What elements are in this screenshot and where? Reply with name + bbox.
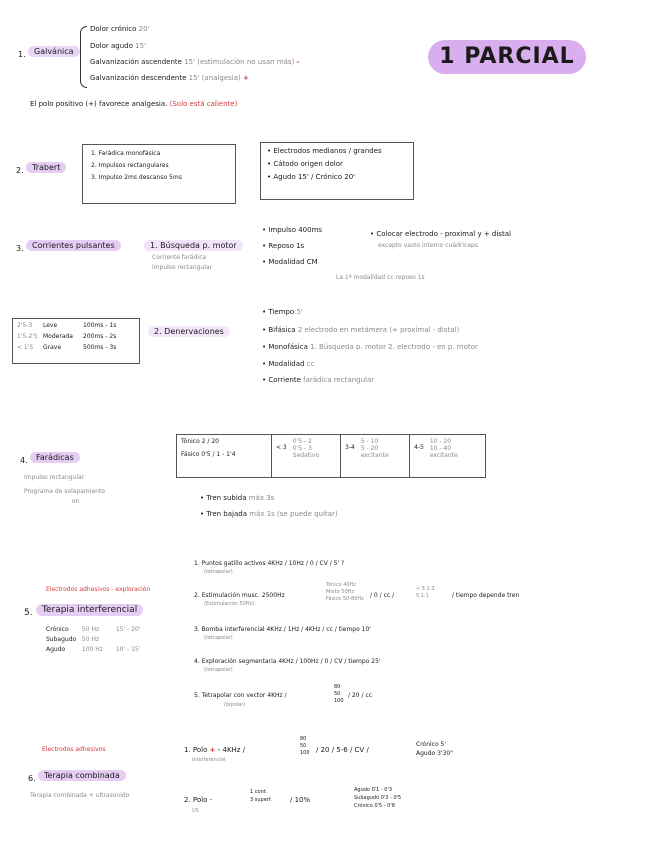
s3-right-note: excepto vasto interno cuádriceps bbox=[378, 242, 478, 249]
s1-item-2: Dolor agudo 15' bbox=[90, 42, 146, 50]
section-4-title: Farádicas bbox=[30, 452, 80, 463]
s6-row2-sub: US bbox=[192, 808, 199, 814]
s6-row1: 1. Polo + - 4KHz / bbox=[184, 746, 246, 754]
section-5-title: Terapia interferencial bbox=[36, 604, 143, 616]
s5-item-4: 4. Exploración segmentaria 4KHz / 100Hz / 0 / CV / tiempo 25' bbox=[194, 658, 381, 665]
s6-red-note: Electrodos adhesivos bbox=[42, 746, 106, 753]
s6-row1-end: Crónico 5' Agudo 3'30" bbox=[416, 741, 453, 757]
s4-note-1: Impulso rectangular bbox=[24, 474, 85, 481]
s6-row1-tail: / 20 / 5-6 / CV / bbox=[316, 746, 369, 754]
train-down: • Tren bajada máx 1s (se puede quitar) bbox=[200, 510, 338, 518]
faradicas-col-1: Tónico 2 / 20 Fásico 0'5 / 1 - 1'4 bbox=[177, 435, 272, 477]
s4-note-2: Programa de solapamiento bbox=[24, 488, 105, 495]
s6-row2-end: Agudo 0'1 - 0'3 Subagudo 0'3 - 0'5 Crónico 0'5 - 0'8 bbox=[354, 787, 402, 809]
s5-item-3-sub: (tetrapolar) bbox=[204, 635, 233, 641]
denervaciones-title: 2. Denervaciones bbox=[148, 326, 230, 337]
page-title: 1 PARCIAL bbox=[428, 40, 586, 74]
s5-item-1-sub: (tetrapolar) bbox=[204, 569, 233, 575]
s6-row2-tail: / 10% bbox=[290, 796, 311, 804]
s5-item-2-sub: (Estimulación 50Hz) bbox=[204, 601, 255, 607]
s5-item-5-sub: (bipolar) bbox=[224, 702, 246, 708]
s6-row1-stack: 80 50 100 bbox=[300, 736, 310, 756]
section-2-title: Trabert bbox=[26, 162, 66, 173]
s5-item-5: 5. Tetrapolar con vector 4KHz / bbox=[194, 692, 287, 699]
section-6-title: Terapia combinada bbox=[38, 770, 126, 781]
section-1-number: 1. bbox=[18, 50, 26, 59]
lesion-row-1: 2'5-3 Leve 100ms - 1s bbox=[17, 322, 117, 329]
s5-left-2: Subagudo 50 Hz bbox=[46, 636, 100, 643]
trabert-box1-line-2: 2. Impulsos rectangulares bbox=[91, 162, 169, 169]
section-2-number: 2. bbox=[16, 166, 24, 175]
section-3-title: Corrientes pulsantes bbox=[26, 240, 121, 251]
den-item-5: • Corriente farádica rectangular bbox=[262, 376, 375, 384]
faradicas-col-2: < 3 0'5 - 2 0'5 - 3 Sedativo bbox=[272, 435, 341, 477]
train-up: • Tren subida máx 3s bbox=[200, 494, 275, 502]
trabert-box2-line-1: • Electrodos medianos / grandes bbox=[267, 147, 382, 155]
s1-item-1: Dolor crónico 20' bbox=[90, 25, 150, 33]
s5-item-2-stack: Tónico 40Hz Mixto 50Hz Fásico 50-80Hz bbox=[326, 582, 364, 602]
trabert-box1-line-3: 3. Impulso 2ms descanso 5ms bbox=[91, 174, 182, 181]
s3-right: • Colocar electrodo - proximal y + distal bbox=[370, 230, 511, 238]
s5-item-2-tail: / 0 / cc / bbox=[370, 592, 395, 599]
s5-item-5-stack: 80 50 100 bbox=[334, 684, 344, 704]
s5-item-5-tail: / 20 / cc bbox=[348, 692, 372, 699]
s3-sub-note-1: Corriente farádica bbox=[152, 254, 207, 261]
den-item-2: • Bifásica 2 electrodo en metámera (+ proximal - distal) bbox=[262, 326, 460, 334]
s5-item-2-tail2: / tiempo depende tren bbox=[452, 592, 520, 599]
s5-item-3: 3. Bomba interferencial 4KHz / 1Hz / 4KHz / cc / tiempo 10' bbox=[194, 626, 371, 633]
s3-list-1: • Impulso 400ms bbox=[262, 226, 323, 234]
s6-row2: 2. Polo - bbox=[184, 796, 213, 804]
faradicas-table bbox=[176, 434, 486, 478]
den-item-1: • Tiempo 5' bbox=[262, 308, 303, 316]
section-3-number: 3. bbox=[16, 244, 24, 253]
s5-red-note: Electrodos adhesivos - exploración bbox=[46, 586, 151, 593]
s5-item-4-sub: (tetrapolar) bbox=[204, 667, 233, 673]
section-1-brace bbox=[80, 26, 87, 88]
s3-list-2: • Reposo 1s bbox=[262, 242, 305, 250]
faradicas-col-4: 4-5 10 - 20 10 - 40 excitante bbox=[414, 438, 458, 459]
s6-note: Terapia combinada + ultrasonido bbox=[30, 792, 130, 799]
s3-list-note: La 1ª modalidad cc reposo 1s bbox=[336, 274, 425, 281]
trabert-box2-line-2: • Cátodo origen dolor bbox=[267, 160, 343, 168]
section-4-number: 4. bbox=[20, 456, 28, 465]
s5-item-2: 2. Estimulación musc. 2500Hz bbox=[194, 592, 285, 599]
trabert-box1-line-1: 1. Farádica monofásica bbox=[91, 150, 161, 157]
section-5-number: 5. bbox=[24, 608, 33, 618]
s1-item-3: Galvanización ascendente 15' (estimulación no usan más) - bbox=[90, 58, 300, 66]
s4-note-3: on bbox=[72, 498, 80, 505]
trabert-box2-line-3: • Agudo 15' / Crónico 20' bbox=[267, 173, 356, 181]
s3-sub-title: 1. Búsqueda p. motor bbox=[144, 240, 243, 251]
s5-left-1: Crónico 50 Hz 15' - 20' bbox=[46, 626, 141, 633]
den-item-3: • Monofásica 1. Búsqueda p. motor 2. electrodo - en p. motor bbox=[262, 343, 478, 351]
section-6-number: 6. bbox=[28, 774, 36, 783]
s1-item-4: Galvanización descendente 15' (analgesia) + bbox=[90, 74, 249, 82]
s5-item-1: 1. Puntos gatillo activos 4KHz / 10Hz / 0 / CV / 5' ? bbox=[194, 560, 345, 567]
s3-list-3: • Modalidad CM bbox=[262, 258, 318, 266]
den-item-4: • Modalidad cc bbox=[262, 360, 315, 368]
s5-item-2-stack2: < 5 1:3 5 1:1 bbox=[416, 586, 435, 599]
trabert-box-2 bbox=[260, 142, 414, 200]
lesion-row-2: 1'5-2'5 Moderada 200ms - 2s bbox=[17, 333, 117, 340]
s3-sub-note-2: impulso rectangular bbox=[152, 264, 213, 271]
s5-left-3: Agudo 100 Hz 10' - 15' bbox=[46, 646, 141, 653]
s1-note: El polo positivo (+) favorece analgesia. (Solo está caliente) bbox=[30, 100, 238, 108]
section-1-title: Galvánica bbox=[28, 46, 80, 57]
s6-row2-stack: 1 cont. 3 superf. bbox=[250, 789, 272, 803]
lesion-box bbox=[12, 318, 140, 364]
trabert-box-1 bbox=[82, 144, 236, 204]
s6-row1-sub: interferencial bbox=[192, 757, 226, 763]
lesion-row-3: < 1'5 Grave 500ms - 3s bbox=[17, 344, 117, 351]
faradicas-col-3: 3-4 5 - 10 5 - 20 excitante bbox=[341, 435, 410, 477]
